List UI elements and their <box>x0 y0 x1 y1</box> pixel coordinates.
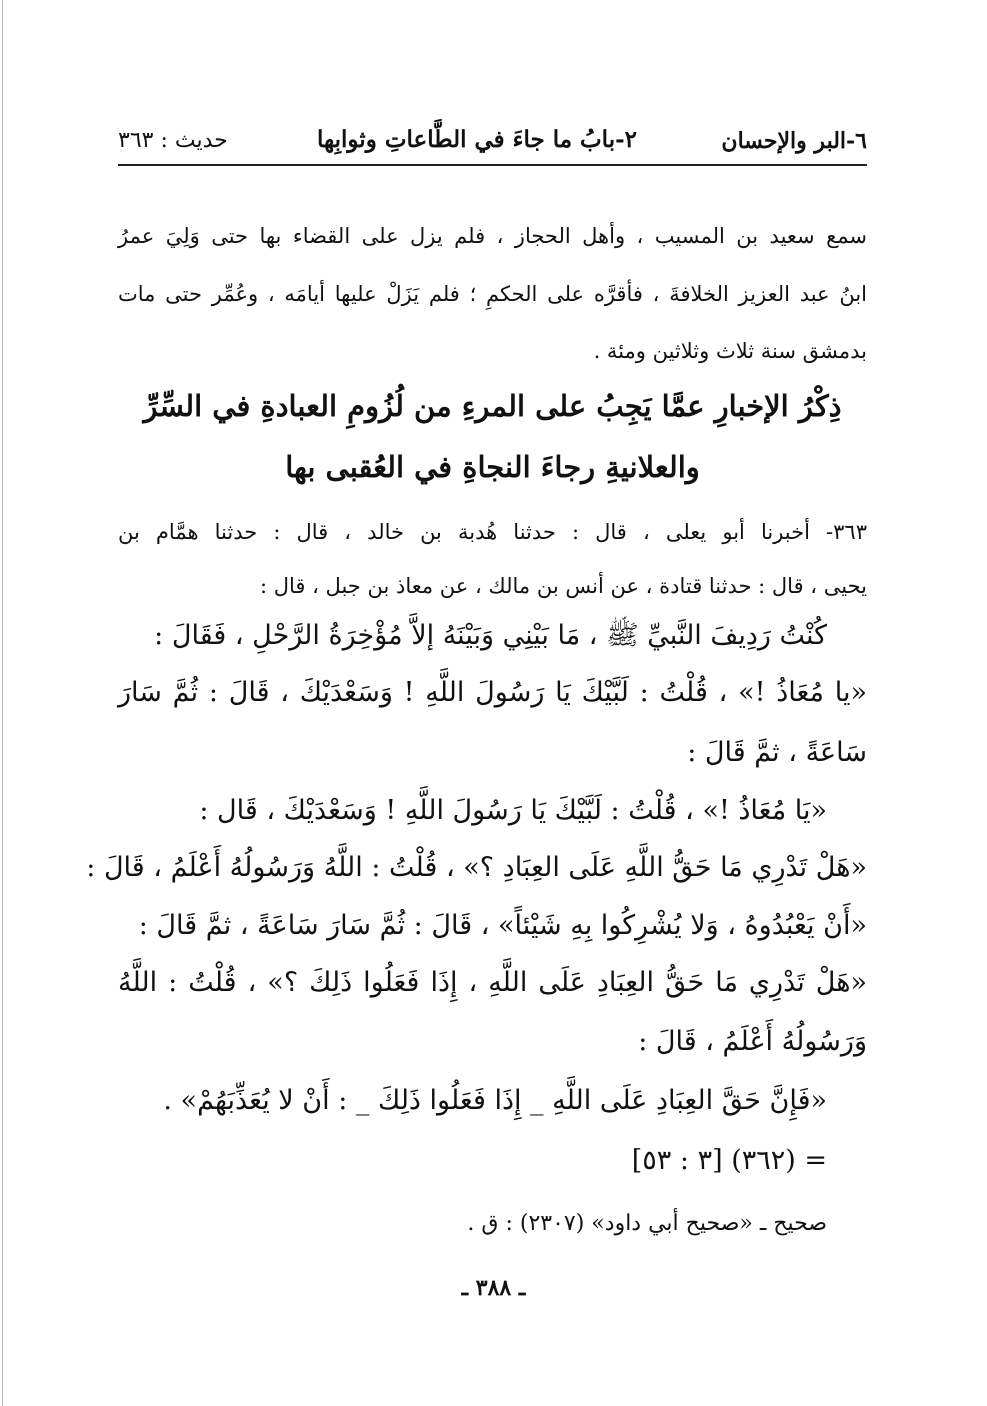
matn-line: «يا مُعَاذُ !» ، قُلْتُ : لَبَّيْكَ يَا رَسُولَ اللَّهِ ! وَسَعْدَيْكَ ، قَالَ : ثُمَّ سَارَ <box>118 677 867 708</box>
isnad-line: يحيى ، قال : حدثنا قتادة ، عن أنس بن مالك ، عن معاذ بن جبل ، قال : <box>259 574 867 598</box>
heading-line: ذِكْرُ الإخبارِ عمَّا يَجِبُ على المرءِ من لُزُومِ العبادةِ في السِّرِّ <box>143 389 842 423</box>
matn-line: سَاعَةً ، ثمَّ قَالَ : <box>687 737 867 768</box>
chapter-title: ٦-البر والإحسان <box>721 128 867 154</box>
running-header <box>118 120 867 160</box>
hadith-grading: صحيح ـ «صحيح أبي داود» (٢٣٠٧) : ق . <box>467 1211 827 1236</box>
header-rule <box>118 164 867 166</box>
matn-line: كُنْتُ رَدِيفَ النَّبيِّ ﷺ ، مَا بَيْنِي وَبَيْنَهُ إلاَّ مُؤْخِرَةُ الرَّحْلِ ، فَقَالَ : <box>154 620 827 651</box>
matn-line: «هَلْ تَدْرِي مَا حَقُّ اللَّهِ عَلَى العِبَادِ ؟» ، قُلْتُ : اللَّهُ وَرَسُولُهُ أَعْلَمُ ، قَالَ : <box>86 852 867 883</box>
matn-line: «هَلْ تَدْرِي مَا حَقُّ العِبَادِ عَلَى اللَّهِ ، إِذَا فَعَلُوا ذَلِكَ ؟» ، قُلْتُ : اللَّهُ <box>118 967 867 998</box>
heading-line: والعلانيةِ رجاءَ النجاةِ في العُقبى بها <box>285 450 700 484</box>
isnad-line: ٣٦٣- أخبرنا أبو يعلى ، قال : حدثنا هُدبة بن خالد ، قال : حدثنا همَّام بن <box>118 520 867 544</box>
hadith-reference: حديث : ٣٦٣ <box>118 128 228 153</box>
scan-edge-line <box>2 0 3 1406</box>
cross-reference: = (٣٦٢) [٣ : ٥٣] <box>631 1145 827 1176</box>
matn-line: وَرَسُولُهُ أَعْلَمُ ، قَالَ : <box>638 1026 867 1057</box>
page-number: ـ ٣٨٨ ـ <box>461 1275 526 1301</box>
matn-line: «يَا مُعَاذُ !» ، قُلْتُ : لَبَّيْكَ يَا رَسُولَ اللَّهِ ! وَسَعْدَيْكَ ، قَال : <box>199 795 827 826</box>
matn-line: «أَنْ يَعْبُدُوهُ ، وَلا يُشْرِكُوا بِهِ شَيْئاً» ، قَالَ : ثُمَّ سَارَ سَاعَةً ، ثمَّ قَالَ : <box>138 910 867 941</box>
intro-line: بدمشق سنة ثلاث وثلاثين ومئة . <box>593 339 867 363</box>
intro-line: سمع سعيد بن المسيب ، وأهل الحجاز ، فلم يزل على القضاء بها حتى وَلِيَ عمرُ <box>118 224 867 248</box>
matn-line: «فَإِنَّ حَقَّ العِبَادِ عَلَى اللَّهِ _ إِذَا فَعَلُوا ذَلِكَ _ : أَنْ لا يُعَذِّبَهُمْ» . <box>163 1085 827 1116</box>
intro-line: ابنُ عبد العزيز الخلافةَ ، فأقرَّه على الحكمِ ؛ فلم يَزَلْ عليها أيامَه ، وعُمِّر حتى مات <box>118 282 867 306</box>
section-title: ٢-بابُ ما جاءَ في الطَّاعاتِ وثوابِها <box>317 126 637 153</box>
